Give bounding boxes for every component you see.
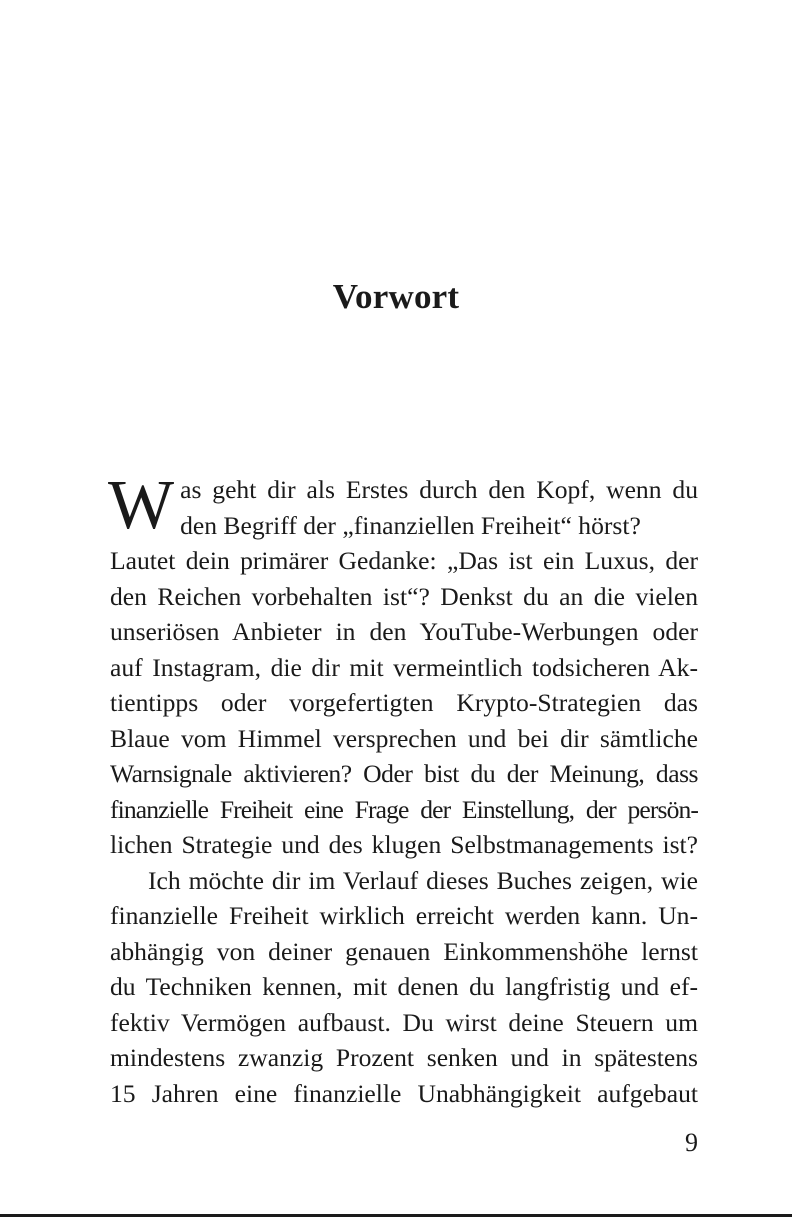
chapter-title: Vorwort	[332, 277, 460, 316]
paragraph-1	[108, 467, 698, 863]
text-line: Warnsignale aktivieren? Oder bist du der Meinung, dass	[110, 759, 698, 788]
text-line: den Begriff der „finanziellen Freiheit“ hörst?	[180, 510, 641, 540]
text-line: mindestens zwanzig Prozent senken und in spätestens	[110, 1043, 698, 1072]
text-line: den Reichen vorbehalten ist“? Denkst du an die vielen	[110, 581, 698, 611]
text-line: unseriösen Anbieter in den YouTube-Werbungen oder	[110, 617, 698, 646]
text-line: abhängig von deiner genauen Einkommenshöhe lernst	[110, 936, 698, 966]
bottom-border	[0, 1214, 792, 1217]
text-line: du Techniken kennen, mit denen du langfristig und ef-	[110, 972, 698, 1001]
text-line: Ich möchte dir im Verlauf dieses Buches zeigen, wie	[148, 865, 698, 895]
drop-cap: W	[108, 467, 175, 544]
text-line: Blaue vom Himmel versprechen und bei dir sämtliche	[110, 723, 698, 753]
text-line: Lautet dein primärer Gedanke: „Das ist ein Luxus, der	[110, 546, 698, 575]
text-line: finanzielle Freiheit eine Frage der Einstellung, der persön-	[110, 794, 698, 824]
body-text	[108, 467, 698, 1111]
text-line: fektiv Vermögen aufbaust. Du wirst deine Steuern um	[110, 1007, 698, 1037]
text-line: finanzielle Freiheit wirklich erreicht werden kann. Un-	[110, 901, 698, 930]
text-line: tientipps oder vorgefertigten Krypto-Strategien das	[110, 688, 698, 717]
page-number: 9	[685, 1128, 698, 1157]
text-line: lichen Strategie und des klugen Selbstmanagements ist?	[110, 830, 698, 859]
text-line: auf Instagram, die dir mit vermeintlich todsicheren Ak-	[110, 652, 698, 682]
text-line: 15 Jahren eine finanzielle Unabhängigkeit aufgebaut	[110, 1078, 698, 1108]
text-line: as geht dir als Erstes durch den Kopf, wenn du	[180, 475, 698, 504]
paragraph-2	[110, 863, 698, 1112]
